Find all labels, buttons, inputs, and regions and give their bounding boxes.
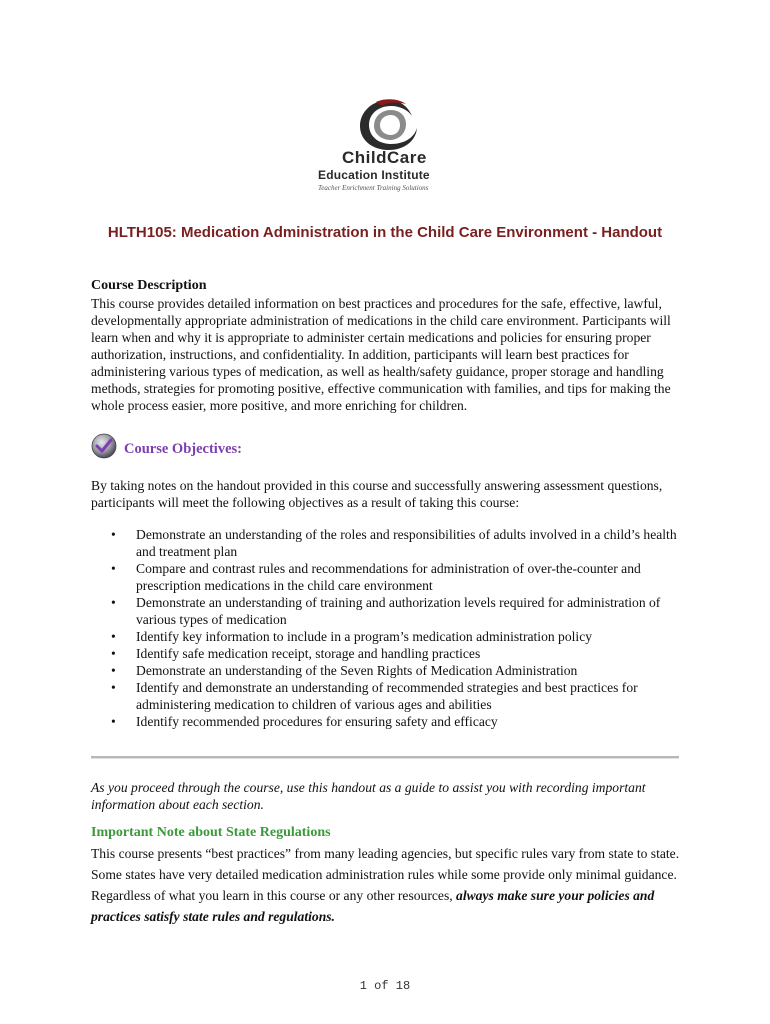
logo-ring-icon [354,96,424,154]
logo-line1: ChildCare [342,148,427,167]
section-divider [91,756,679,759]
logo-line2: Education Institute [318,168,430,182]
state-regulations-emphasis: always make sure your policies and practices satisfy state rules and regulations. [91,888,655,924]
guide-note: As you proceed through the course, use this handout as a guide to assist you with recording important information about each section. [91,780,646,812]
objective-item: • Demonstrate an understanding of the roles and responsibilities of adults involved in a child’s health and treatment plan [91,526,691,560]
page-number: 1 of 18 [359,979,411,993]
state-regulations-text: This course presents “best practices” from many leading agencies, but specific rules vary from state to state. Some states have very detailed medication administration rules while some provide only minimal guidance. Regardless of what you learn in this course or any other resources, [91,846,680,903]
logo-tagline: Teacher Enrichment Training Solutions [318,184,429,192]
course-objectives-intro: By taking notes on the handout provided in this course and successfully answering assessment questions, participants will meet the following objectives as a result of taking this course: [91,478,663,510]
document-title: HLTH105: Medication Administration in the Child Care Environment - Handout [107,224,663,241]
objectives-list [91,526,691,730]
state-regulations-heading: Important Note about State Regulations [91,825,331,840]
course-description-heading: Course Description [91,278,207,293]
objective-item: • Identify and demonstrate an understanding of recommended strategies and best practices for administering medication to children of various ages and abilities [91,679,691,713]
objective-item: • Demonstrate an understanding of training and authorization levels required for administration of various types of medication [91,594,691,628]
state-regulations-body [91,843,691,927]
objective-item: • Identify safe medication receipt, storage and handling practices [91,645,691,662]
childcare-education-institute-logo [318,96,478,192]
objective-item: • Demonstrate an understanding of the Seven Rights of Medication Administration [91,662,691,679]
course-description-body: This course provides detailed information on best practices and procedures for the safe, effective, lawful, developmentally appropriate administration of medications in the child care environment. Participants will learn when and why it is appropriate to administer certain medications and policies for ensuring proper authorization, instructions, and confidentiality. In addition, participants will learn best practices for administering various types of medication, as well as health/safety guidance, proper storage and handling methods, strategies for promoting positive, effective communication with families, and tips for making the whole process easier, more positive, and more enriching for children. [91,296,671,413]
objective-item: • Compare and contrast rules and recommendations for administration of over-the-counter and prescription medications in the child care environment [91,560,691,594]
checkmark-badge-icon [91,433,117,459]
course-objectives-heading: Course Objectives: [124,441,242,457]
objective-item: • Identify key information to include in a program’s medication administration policy [91,628,691,645]
objective-item: • Identify recommended procedures for ensuring safety and efficacy [91,713,691,730]
